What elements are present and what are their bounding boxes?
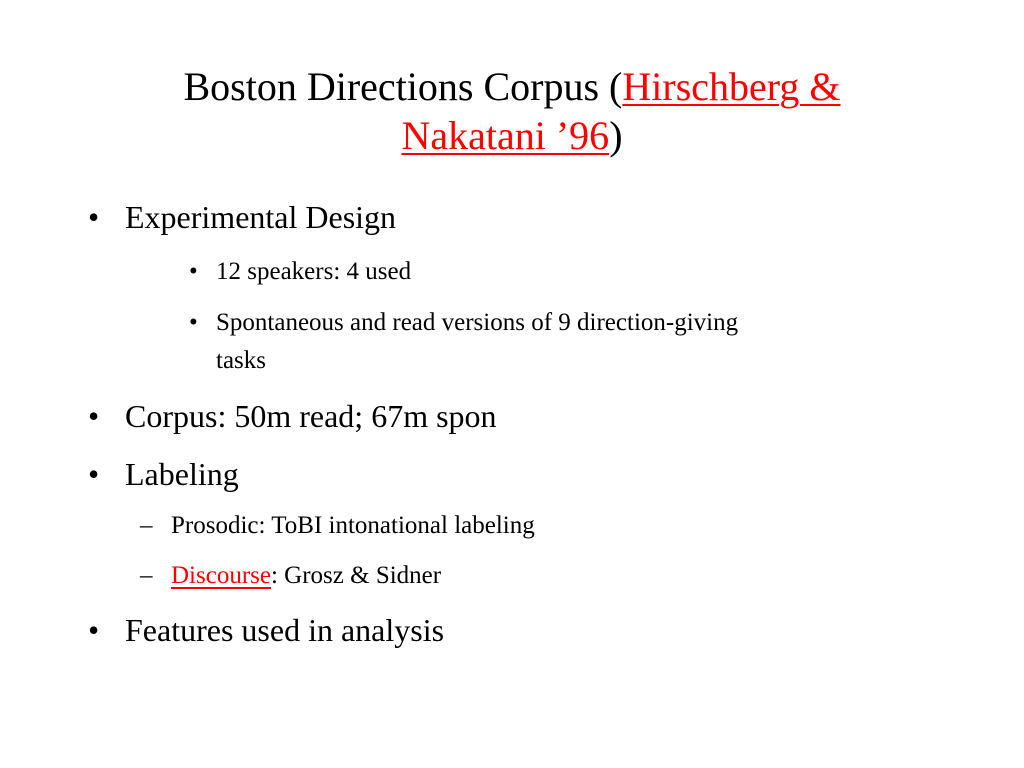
bullet-icon: • [88, 612, 100, 648]
bullet-text: Features used in analysis [125, 612, 445, 648]
bullet-text: Prosodic: ToBI intonational labeling [171, 512, 535, 539]
bullet-text [171, 558, 441, 593]
bullet-text: Experimental Design [125, 199, 397, 235]
bullet-text: 12 speakers: 4 used [216, 258, 412, 285]
bullet-icon: • [189, 309, 198, 336]
dash-icon: – [140, 562, 153, 589]
citation-link-cont[interactable]: Nakatani ’96 [401, 113, 610, 158]
title-suffix: ) [609, 113, 623, 158]
bullet-text: Corpus: 50m read; 67m spon [125, 398, 497, 434]
title-line-2 [60, 111, 964, 160]
title-text: Boston Directions Corpus ( [183, 64, 623, 109]
bullet-icon: • [189, 258, 198, 285]
discourse-link[interactable]: Discourse [171, 562, 271, 589]
bullet-icon: • [88, 456, 100, 492]
discourse-rest: : Grosz & Sidner [270, 562, 442, 589]
slide-title [60, 62, 964, 160]
bullet-text: Spontaneous and read versions of 9 direction-giving [216, 309, 739, 336]
bullet-text-cont: tasks [216, 347, 266, 374]
bullet-icon: • [88, 199, 100, 235]
citation-link[interactable]: Hirschberg & [622, 64, 841, 109]
bullet-icon: • [88, 398, 100, 434]
dash-icon: – [140, 512, 153, 539]
bullet-text: Labeling [125, 456, 239, 492]
title-line-1 [60, 62, 964, 111]
